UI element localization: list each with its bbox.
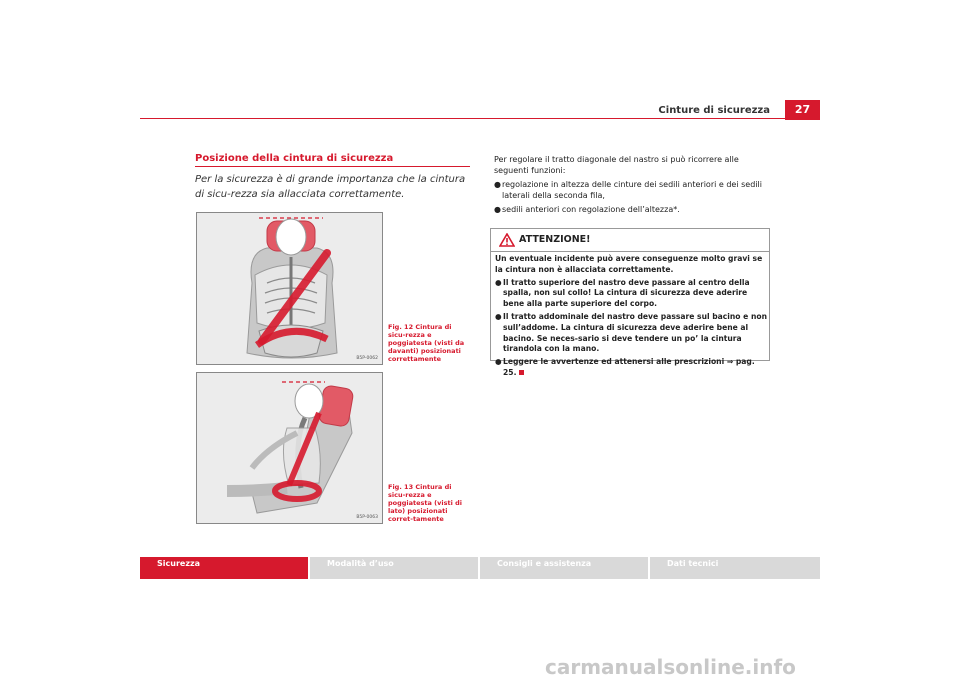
figure-code: B5P-0062 bbox=[356, 356, 378, 361]
seatbelt-side-illustration bbox=[197, 373, 382, 523]
seatbelt-front-illustration bbox=[197, 213, 382, 364]
footer-tab-modalita-uso[interactable]: Modalità d’uso bbox=[310, 557, 478, 579]
list-item bbox=[494, 204, 769, 215]
list-item-text: sedili anteriori con regolazione dell’altezza*. bbox=[502, 205, 680, 214]
list-item bbox=[495, 357, 767, 379]
page-number: 27 bbox=[785, 100, 820, 120]
figure-13-caption: Fig. 13 Cintura di sicu-rezza e poggiatesta (visti di lato) posizionati corret-tamente bbox=[388, 483, 462, 523]
section-title: Posizione della cintura di sicurezza bbox=[195, 153, 394, 164]
list-item-text bbox=[503, 357, 767, 379]
figure-code: B5P-0063 bbox=[356, 515, 378, 520]
running-header-title: Cinture di sicurezza bbox=[658, 105, 770, 116]
warning-intro: Un eventuale incidente può avere conseguenze molto gravi se la cintura non è allacciata correttamente. bbox=[495, 254, 763, 274]
warning-triangle-icon bbox=[499, 233, 515, 247]
warning-body bbox=[495, 254, 767, 379]
list-item bbox=[495, 278, 767, 310]
warning-box bbox=[490, 228, 770, 377]
figure-12-front-view bbox=[196, 212, 383, 365]
section-intro: Per la sicurezza è di grande importanza che la cintura di sicu-rezza sia allacciata correttamente. bbox=[195, 174, 466, 200]
footer-tab-sicurezza[interactable]: Sicurezza bbox=[140, 557, 308, 579]
warning-title: ATTENZIONE! bbox=[519, 234, 591, 245]
section-rule bbox=[195, 166, 470, 167]
body-text bbox=[494, 154, 769, 215]
list-item bbox=[495, 312, 767, 355]
bullet-icon: ● bbox=[495, 311, 502, 321]
body-paragraph: Per regolare il tratto diagonale del nastro si può ricorrere alle seguenti funzioni: bbox=[494, 155, 739, 175]
bullet-icon: ● bbox=[494, 180, 501, 189]
footer-tab-consigli-assistenza[interactable]: Consigli e assistenza bbox=[480, 557, 648, 579]
list-item-text: Il tratto addominale del nastro deve passare sul bacino e non sull’addome. La cintura di sicurezza deve aderire bene al bacino. Se neces-sario si deve tendere un po’ la cintura tirandola con la mano. bbox=[503, 311, 767, 354]
warning-header bbox=[491, 229, 769, 252]
end-of-section-icon bbox=[519, 370, 524, 375]
figure-13-side-view bbox=[196, 372, 383, 524]
list-item bbox=[494, 179, 769, 201]
footer-tab-dati-tecnici[interactable]: Dati tecnici bbox=[650, 557, 820, 579]
figure-12-caption: Fig. 12 Cintura di sicu-rezza e poggiatesta (visti da davanti) posizionati correttamente bbox=[388, 323, 465, 363]
bullet-icon: ● bbox=[495, 357, 502, 367]
list-item-text: Il tratto superiore del nastro deve passare al centro della spalla, non sul collo! La cintura di sicurezza deve aderire bene alla parte superiore del corpo. bbox=[503, 277, 750, 309]
header-rule bbox=[140, 118, 820, 119]
bullet-icon: ● bbox=[494, 205, 501, 214]
list-item-text: regolazione in altezza delle cinture dei sedili anteriori e dei sedili laterali della seconda fila, bbox=[502, 180, 762, 200]
bullet-icon: ● bbox=[495, 277, 502, 287]
cross-reference-link[interactable]: Leggere le avvertenze ed attenersi alle prescrizioni ⇒ pag. 25. bbox=[503, 357, 755, 377]
watermark: carmanualsonline.info bbox=[545, 655, 796, 679]
